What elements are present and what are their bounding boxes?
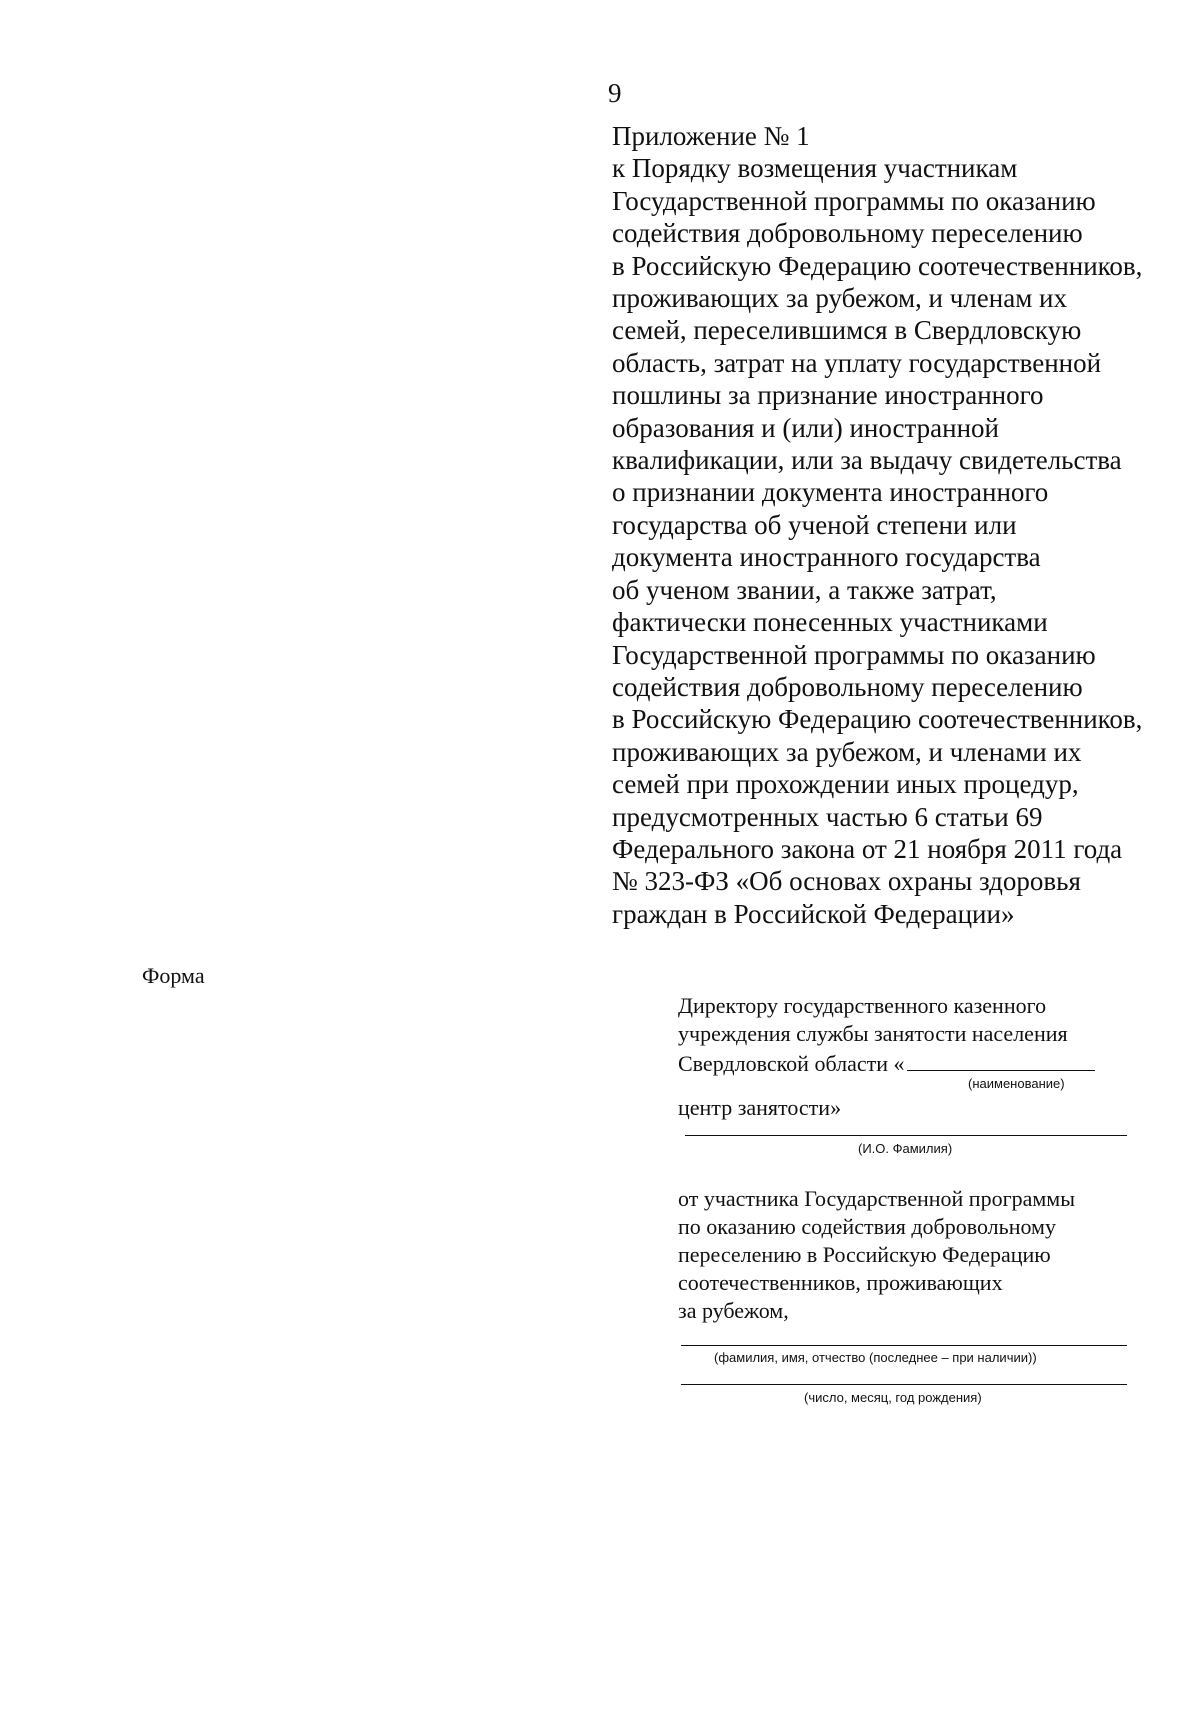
appendix-line: образования и (или) иностранной [612,412,999,443]
center-name-blank-field[interactable] [907,1048,1095,1071]
appendix-line: пошлины за признание иностранного [612,380,1044,411]
appendix-line: Государственной программы по оказанию [612,185,1096,216]
appendix-line: квалификации, или за выдачу свидетельства [612,445,1122,476]
appendix-line: семей, переселившимся в Свердловскую [612,315,1082,346]
sender-line: от участника Государственной программы [678,1186,1075,1211]
appendix-line: Федерального закона от 21 ноября 2011 года [612,833,1123,864]
appendix-line: проживающих за рубежом, и членами их [612,736,1082,767]
sender-line: переселению в Российскую Федерацию [678,1242,1051,1267]
page-number: 9 [608,78,622,108]
appendix-heading [612,120,1172,930]
appendix-line: содействия добровольному переселению [612,671,1083,702]
addressee-region-text: Свердловской области « [678,1051,905,1076]
director-name-blank-line[interactable] [685,1135,1127,1136]
full-name-blank-line[interactable] [681,1345,1127,1346]
appendix-line: об ученом звании, а также затрат, [612,574,997,605]
addressee-block [678,992,1128,1078]
addressee-line: Директору государственного казенного [678,993,1047,1018]
addressee-center-line: центр занятости» [678,1095,842,1120]
appendix-line: в Российскую Федерацию соотечественников, [612,250,1143,281]
appendix-line: граждан в Российской Федерации» [612,898,1015,929]
addressee-line: учреждения службы занятости населения [678,1021,1068,1046]
addressee-line [678,1048,1128,1078]
sender-line: по оказанию содействия добровольному [678,1214,1056,1239]
appendix-line: семей при прохождении иных процедур, [612,769,1079,800]
form-label: Форма [142,963,205,988]
appendix-line: предусмотренных частью 6 статьи 69 [612,801,1043,832]
appendix-line: область, затрат на уплату государственной [612,347,1102,378]
appendix-line: в Российскую Федерацию соотечественников, [612,704,1143,735]
appendix-line: о признании документа иностранного [612,477,1049,508]
appendix-line: Государственной программы по оказанию [612,639,1096,670]
appendix-line: Приложение № 1 [612,121,810,151]
full-name-caption: (фамилия, имя, отчество (последнее – при наличии)) [714,1350,1037,1365]
sender-block [678,1185,1128,1325]
director-name-caption: (И.О. Фамилия) [858,1141,953,1156]
appendix-line: проживающих за рубежом, и членам их [612,283,1067,314]
appendix-line: фактически понесенных участниками [612,607,1048,638]
birth-date-caption: (число, месяц, год рождения) [804,1390,982,1405]
appendix-line: государства об ученой степени или [612,509,1017,540]
sender-line: за рубежом, [678,1298,789,1323]
appendix-line: к Порядку возмещения участникам [612,153,1018,184]
birth-date-blank-line[interactable] [681,1384,1127,1385]
appendix-line: № 323-ФЗ «Об основах охраны здоровья [612,866,1081,897]
appendix-line: содействия добровольному переселению [612,218,1083,249]
center-name-caption: (наименование) [968,1076,1065,1091]
appendix-line: документа иностранного государства [612,542,1041,573]
sender-line: соотечественников, проживающих [678,1270,1003,1295]
